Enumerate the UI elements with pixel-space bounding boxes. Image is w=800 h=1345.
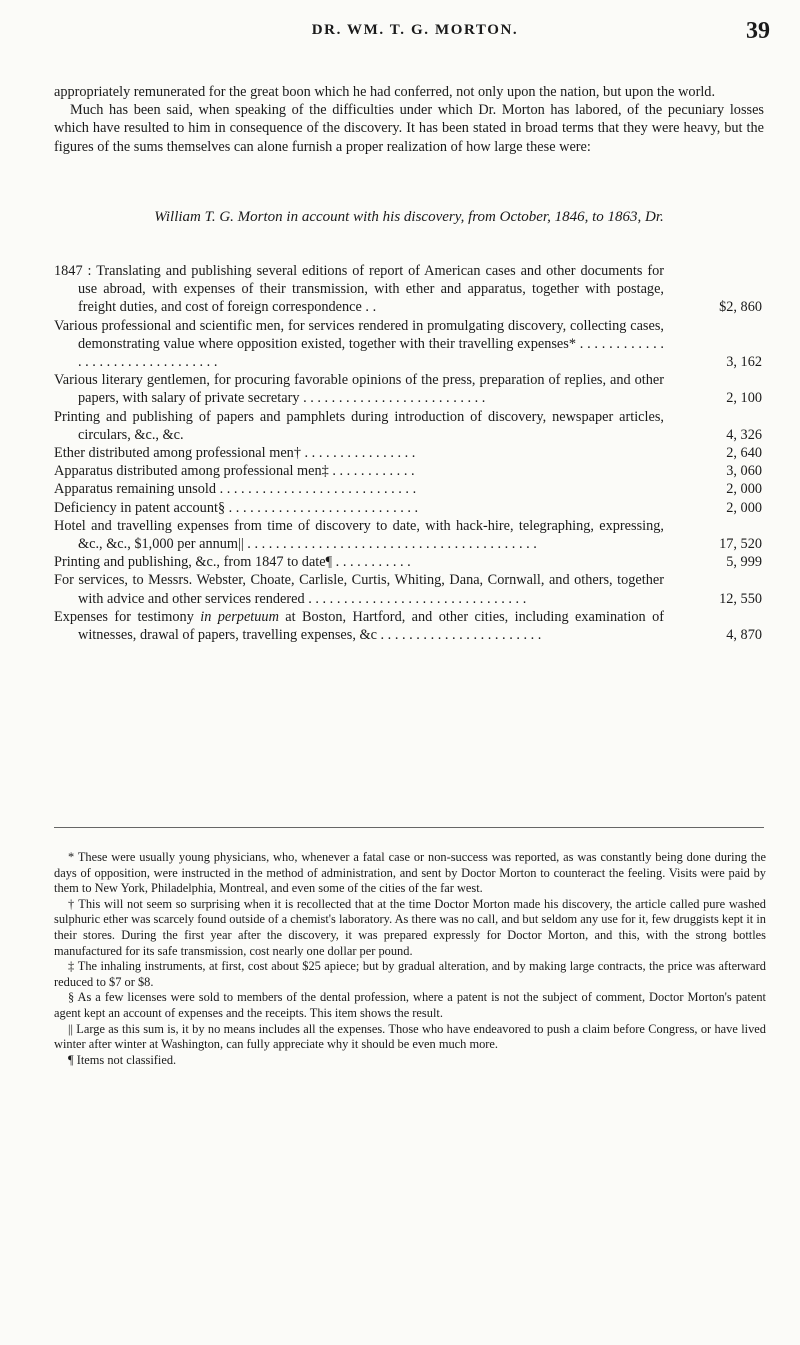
ledger-entry-description: Deficiency in patent account§ . . . . . . . . . . . . . . . . . . . . . . . . . . . bbox=[54, 499, 419, 516]
footnotes bbox=[54, 850, 766, 1068]
running-head bbox=[60, 18, 770, 54]
account-ledger bbox=[54, 262, 764, 644]
intro-paragraph-1: appropriately remunerated for the great boon which he had conferred, not only upon the nation, but upon the world. bbox=[54, 84, 716, 100]
ledger-entry-amount: 2, 000 bbox=[726, 481, 762, 498]
ledger-entry bbox=[54, 608, 764, 644]
ledger-entry-description bbox=[54, 608, 764, 644]
ledger-entry-amount: 3, 060 bbox=[726, 463, 762, 480]
ledger-entry bbox=[54, 317, 764, 372]
ledger-entry-amount: 17, 520 bbox=[719, 536, 762, 553]
ledger-entry bbox=[54, 462, 764, 480]
footnote-6: ¶ Items not classified. bbox=[68, 1052, 177, 1067]
running-title: DR. WM. T. G. MORTON. bbox=[311, 22, 519, 38]
account-heading-text: William T. G. Morton in account with his discovery, from October, 1846, to 1863, bbox=[154, 209, 642, 225]
ledger-entry bbox=[54, 517, 764, 553]
ledger-entry bbox=[54, 499, 764, 517]
ledger-entry-description: Ether distributed among professional men† . . . . . . . . . . . . . . . . bbox=[54, 445, 416, 462]
ledger-entry-amount: 4, 870 bbox=[726, 627, 762, 644]
ledger-entry bbox=[54, 444, 764, 462]
ledger-entry-amount: 5, 999 bbox=[726, 554, 762, 571]
ledger-year-label: 1847 : bbox=[54, 263, 92, 279]
ledger-entry-amount: 2, 640 bbox=[726, 445, 762, 462]
footnote-1: * These were usually young physicians, who, whenever a fatal case or non-success was reported, as was constantly being done during the days of opposition, were instructed in the method of administration, and sent by Doctor Morton to counteract the feeling. Visits were paid by them to New York, Philadelphia, Montreal, and even some of the cities of the far west. bbox=[54, 850, 766, 896]
ledger-entry-description: Apparatus distributed among professional men‡ . . . . . . . . . . . . bbox=[54, 463, 415, 480]
ledger-entry-amount: 2, 000 bbox=[726, 499, 762, 516]
intro-text bbox=[54, 83, 764, 156]
footnote-divider bbox=[54, 827, 764, 828]
ledger-entry bbox=[54, 371, 764, 407]
footnote-2: † This will not seem so surprising when it is recollected that at the time Doctor Morton made his discovery, the article called pure washed sulphuric ether was scarcely found outside of a chemist's laboratory. As there was no call, and but seldom any use for it, few druggists kept it in their stores. During the first year after the discovery, it was prepared expressly for Doctor Morton, and this, with the strong bottles manufactured for its safe transmission, cost nearly one dollar per pound. bbox=[54, 896, 766, 958]
ledger-entry bbox=[54, 553, 764, 571]
ledger-entry-text: Translating and publishing several editions of report of American cases and other documents for use abroad, with expenses of their transmission, with ether and apparatus, together with postage, freight duties, and cost of foreign correspondence . . bbox=[78, 263, 664, 316]
footnote-4: § As a few licenses were sold to members of the dental profession, where a patent is not the subject of comment, Doctor Morton's patent agent kept an account of expenses and the receipts. This item shows the result. bbox=[54, 990, 766, 1020]
intro-paragraph-2: Much has been said, when speaking of the difficulties under which Dr. Morton has labored, of the pecuniary losses which have resulted to him in consequence of the discovery. It has been stated in broad terms that they were heavy, but the figures of the sums themselves can alone furnish a proper realization of how large these were: bbox=[54, 102, 764, 155]
ledger-entry-amount: $2, 860 bbox=[719, 299, 762, 316]
ledger-entry-amount: 12, 550 bbox=[719, 590, 762, 607]
footnote-3: ‡ The inhaling instruments, at first, cost about $25 apiece; but by gradual alteration, and by making large contracts, the price was afterward reduced to $7 or $8. bbox=[54, 959, 766, 989]
ledger-entry-description: For services, to Messrs. Webster, Choate, Carlisle, Curtis, Whiting, Dana, Cornwall, and others, together with advice and other services rendered . . . . . . . . . . . . . . . . . . . . . . . . . . . . . . . bbox=[54, 572, 664, 607]
ledger-entry-description: Printing and publishing of papers and pamphlets during introduction of discovery, newspaper articles, circulars, &c., &c. bbox=[54, 408, 664, 443]
ledger-entry bbox=[54, 262, 764, 317]
account-heading-suffix: Dr. bbox=[645, 209, 664, 225]
ledger-entry-description bbox=[54, 262, 764, 317]
ledger-entry-description: Printing and publishing, &c., from 1847 to date¶ . . . . . . . . . . . bbox=[54, 554, 411, 571]
ledger-entry bbox=[54, 408, 764, 444]
ledger-entry-description: Apparatus remaining unsold . . . . . . . . . . . . . . . . . . . . . . . . . . . . bbox=[54, 481, 417, 498]
ledger-entry-amount: 2, 100 bbox=[726, 390, 762, 407]
ledger-entry-description: Hotel and travelling expenses from time of discovery to date, with hack-hire, telegraphing, expressing, &c., &c., $1,000 per annum|| . . . . . . . . . . . . . . . . . . . . . . . . . . . . . . . . . . . . . . . . . bbox=[54, 517, 664, 553]
ledger-entry-description: Various professional and scientific men, for services rendered in promulgating discovery, collecting cases, demonstrating value where opposition existed, together with their travelling expenses* . . . . . . . . . . . . . . . . . . . . . . . . . . . . . . . . bbox=[54, 317, 664, 371]
ledger-entry-description: Various literary gentlemen, for procuring favorable opinions of the press, preparation of replies, and other papers, with salary of private secretary . . . . . . . . . . . . . . . . . . . . . . . . . . bbox=[54, 372, 664, 407]
ledger-entry bbox=[54, 571, 764, 607]
ledger-entry-amount: 4, 326 bbox=[726, 426, 762, 443]
page-number: 39 bbox=[746, 18, 770, 44]
ledger-entry-text-italic: in perpetuum bbox=[200, 608, 279, 625]
ledger-entry bbox=[54, 480, 764, 498]
footnote-5: || Large as this sum is, it by no means includes all the expenses. Those who have endeavored to push a claim before Congress, or have lived winter after winter at Washington, can fully appreciate why it should be even much more. bbox=[54, 1021, 766, 1052]
account-heading bbox=[54, 208, 764, 227]
ledger-entry-amount: 3, 162 bbox=[726, 354, 762, 371]
ledger-entry-text-before: Expenses for testimony bbox=[54, 608, 201, 625]
ledger-entry-text-after: at Boston, Hartford, and other cities, including examination of witnesses, drawal of papers, travelling expenses, &c . . . . . . . . . . . . . . . . . . . . . . . bbox=[78, 608, 664, 644]
